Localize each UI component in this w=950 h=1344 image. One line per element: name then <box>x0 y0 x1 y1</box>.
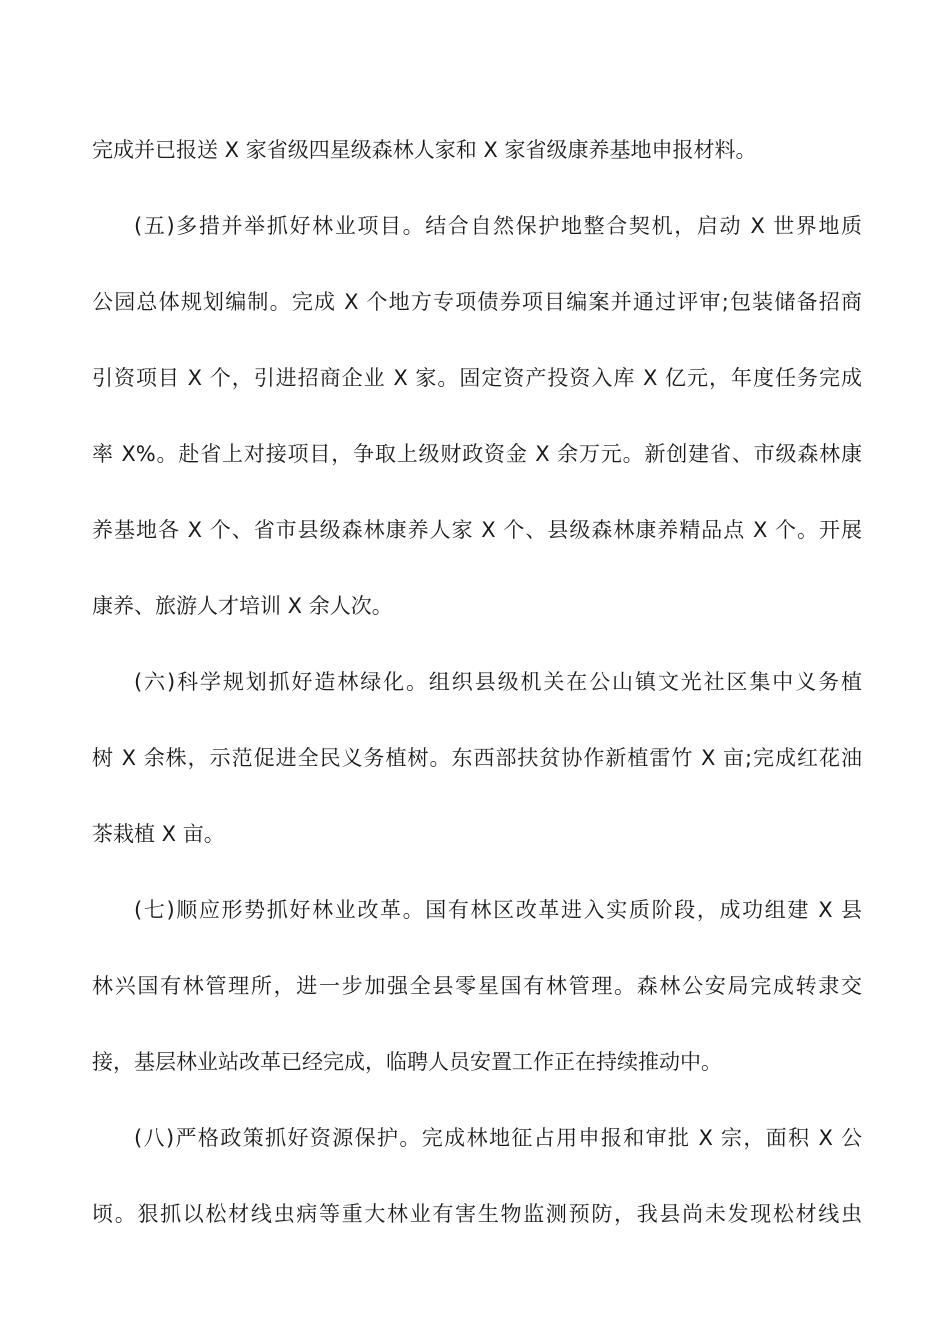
text-line: 树 X 余株，示范促进全民义务植树。东西部扶贫协作新植雷竹 X 亩;完成红花油 <box>92 746 862 770</box>
paragraph-heading-line: (七)顺应形势抓好林业改革。国有林区改革进入实质阶段，成功组建 X 县 <box>134 898 862 922</box>
text-line: 康养、旅游人才培训 X 余人次。 <box>92 594 393 618</box>
text-line: 养基地各 X 个、省市县级森林康养人家 X 个、县级森林康养精品点 X 个。开展 <box>92 518 862 542</box>
text-line: 茶栽植 X 亩。 <box>92 822 225 846</box>
text-line: 公园总体规划编制。完成 X 个地方专项债券项目编案并通过评审;包装储备招商 <box>92 290 862 314</box>
text-line: 引资项目 X 个，引进招商企业 X 家。固定资产投资入库 X 亿元，年度任务完成 <box>92 366 862 390</box>
paragraph-heading-line: (六)科学规划抓好造林绿化。组织县级机关在公山镇文光社区集中义务植 <box>134 670 862 694</box>
text-line: 林兴国有林管理所，进一步加强全县零星国有林管理。森林公安局完成转隶交 <box>92 974 862 998</box>
paragraph-heading-line: (五)多措并举抓好林业项目。结合自然保护地整合契机，启动 X 世界地质 <box>134 214 862 238</box>
text-line: 完成并已报送 X 家省级四星级森林人家和 X 家省级康养基地申报材料。 <box>92 138 757 162</box>
text-line: 顷。狠抓以松材线虫病等重大林业有害生物监测预防，我县尚未发现松材线虫 <box>92 1202 862 1226</box>
paragraph-heading-line: (八)严格政策抓好资源保护。完成林地征占用申报和审批 X 宗，面积 X 公 <box>134 1126 862 1150</box>
text-line: 率 X%。赴省上对接项目，争取上级财政资金 X 余万元。新创建省、市级森林康 <box>92 442 862 466</box>
text-line: 接，基层林业站改革已经完成，临聘人员安置工作正在持续推动中。 <box>92 1050 722 1074</box>
